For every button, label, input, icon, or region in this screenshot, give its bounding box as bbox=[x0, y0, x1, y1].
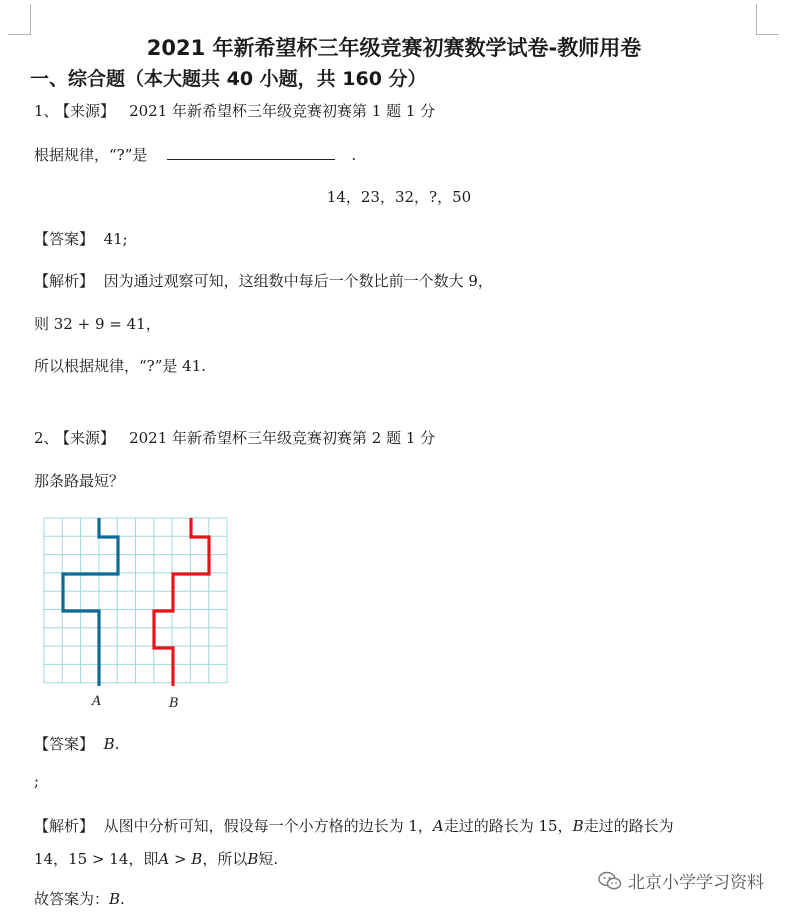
path-b-label: B bbox=[169, 696, 179, 711]
q2-number: 2、 bbox=[34, 429, 59, 447]
q2-source: 2021 年新希望杯三年级竞赛初赛第 2 题 1 分 bbox=[129, 429, 436, 447]
q2-analysis-compare: A > B bbox=[158, 850, 203, 868]
q2-answer-end: . bbox=[114, 735, 120, 753]
q2-path-figure bbox=[36, 510, 236, 715]
watermark-text: 北京小学学习资料 bbox=[628, 873, 764, 893]
q2-source-line bbox=[34, 427, 435, 448]
grid-lines bbox=[44, 518, 227, 683]
q1-answer-line bbox=[34, 228, 128, 249]
q1-number: 1、 bbox=[34, 102, 59, 120]
q2-question: 那条路最短？ bbox=[34, 472, 125, 490]
q1-source-line bbox=[34, 100, 435, 121]
q2-final-answer bbox=[34, 888, 125, 909]
q2-analysis-text-4: 14，15 > 14，即 bbox=[34, 850, 159, 868]
q2-analysis-text-2: 走过的路长为 15， bbox=[443, 817, 573, 835]
q2-analysis-line-1 bbox=[34, 815, 674, 836]
q2-answer-label: 【答案】 bbox=[34, 735, 95, 753]
q1-conclusion: 所以根据规律，“?”是 41. bbox=[34, 357, 207, 375]
q1-source-label: 【来源】 bbox=[62, 102, 116, 120]
page-corner-mark-right bbox=[756, 4, 779, 35]
q1-source: 2021 年新希望杯三年级竞赛初赛第 1 题 1 分 bbox=[129, 102, 436, 120]
q2-answer-var: B bbox=[103, 735, 115, 753]
q2-final-end: . bbox=[120, 890, 125, 908]
watermark bbox=[598, 868, 764, 893]
q1-answer-blank bbox=[167, 145, 335, 160]
q1-answer-label: 【答案】 bbox=[34, 230, 95, 248]
path-b-line bbox=[154, 518, 209, 686]
q1-analysis: 因为通过观察可知，这组数中每后一个数比前一个数大 9， bbox=[103, 272, 493, 290]
q1-question bbox=[34, 144, 356, 165]
q2-analysis-var-b: B bbox=[572, 817, 584, 835]
q2-analysis-text-1: 从图中分析可知，假设每一个小方格的边长为 1， bbox=[103, 817, 433, 835]
q2-source-label: 【来源】 bbox=[62, 429, 116, 447]
page-title: 2021 年新希望杯三年级竞赛初赛数学试卷-教师用卷 bbox=[146, 36, 642, 60]
section-heading: 一、综合题（本大题共 40 小题，共 160 分） bbox=[30, 68, 427, 90]
q1-question-text: 根据规律，“?”是 bbox=[34, 146, 148, 164]
q2-analysis-text-6: 短. bbox=[258, 850, 279, 868]
page-corner-mark-left bbox=[8, 4, 31, 35]
q1-analysis-line bbox=[34, 270, 493, 291]
q2-final-var: B bbox=[109, 890, 121, 908]
path-a-label: A bbox=[92, 694, 102, 709]
q2-answer-line bbox=[34, 733, 119, 754]
q2-analysis-text-3: 走过的路长为 bbox=[583, 817, 674, 835]
q2-analysis-var-b2: B bbox=[247, 850, 259, 868]
q1-analysis-label: 【解析】 bbox=[34, 272, 95, 290]
wechat-icon bbox=[598, 871, 622, 891]
q1-question-end: . bbox=[351, 146, 357, 164]
q1-answer: 41; bbox=[103, 230, 128, 248]
q2-analysis-label: 【解析】 bbox=[34, 817, 95, 835]
q2-stray-mark: ; bbox=[34, 772, 40, 790]
q2-analysis-text-5: ，所以 bbox=[202, 850, 248, 868]
q2-analysis-var-a: A bbox=[432, 817, 444, 835]
path-a-line bbox=[63, 518, 118, 686]
q2-analysis-line-2 bbox=[34, 848, 278, 869]
q2-final-label: 故答案为： bbox=[34, 890, 110, 908]
q1-calc: 则 32 + 9 = 41， bbox=[34, 315, 161, 333]
q1-sequence: 14，23，32，?，50 bbox=[326, 188, 472, 206]
